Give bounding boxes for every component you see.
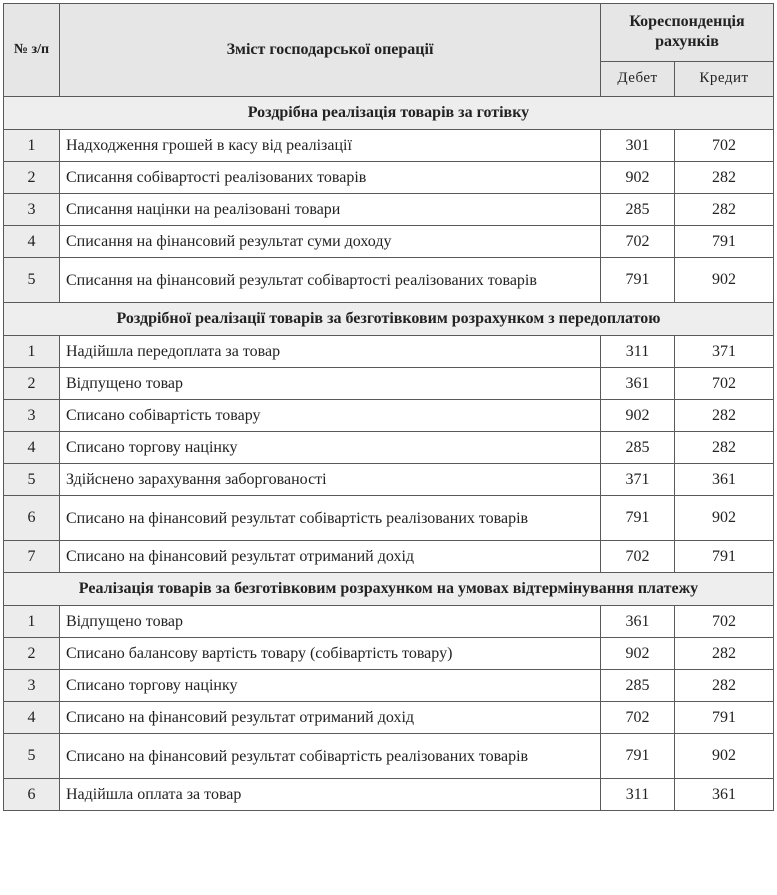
table-body — [4, 97, 774, 811]
section-row — [4, 573, 774, 606]
operation-description: Списано балансову вартість товару (собівартість товару) — [60, 638, 601, 670]
debit-account: 791 — [601, 258, 675, 303]
row-number: 4 — [4, 432, 60, 464]
row-number: 2 — [4, 638, 60, 670]
row-number: 2 — [4, 162, 60, 194]
credit-account: 791 — [675, 541, 774, 573]
row-number: 4 — [4, 702, 60, 734]
table-row — [4, 702, 774, 734]
operation-description: Надходження грошей в касу від реалізації — [60, 130, 601, 162]
credit-account: 282 — [675, 638, 774, 670]
credit-account: 791 — [675, 226, 774, 258]
debit-account: 791 — [601, 496, 675, 541]
debit-account: 285 — [601, 194, 675, 226]
debit-account: 902 — [601, 400, 675, 432]
row-number: 5 — [4, 258, 60, 303]
debit-account: 902 — [601, 638, 675, 670]
debit-account: 702 — [601, 226, 675, 258]
row-number: 6 — [4, 779, 60, 811]
section-title: Реалізація товарів за безготівковим розрахунком на умовах відтермінування платежу — [4, 573, 774, 606]
row-number: 5 — [4, 734, 60, 779]
table-row — [4, 606, 774, 638]
table-row — [4, 368, 774, 400]
credit-account: 902 — [675, 258, 774, 303]
section-row — [4, 97, 774, 130]
credit-column-header: Кредит — [675, 61, 774, 96]
operation-description: Списано на фінансовий результат собівартість реалізованих товарів — [60, 496, 601, 541]
section-title: Роздрібної реалізації товарів за безготівковим розрахунком з передоплатою — [4, 303, 774, 336]
credit-account: 361 — [675, 779, 774, 811]
row-number: 1 — [4, 336, 60, 368]
operation-description: Здійснено зарахування заборгованості — [60, 464, 601, 496]
operation-description: Списано на фінансовий результат отриманий дохід — [60, 702, 601, 734]
credit-account: 282 — [675, 400, 774, 432]
credit-account: 361 — [675, 464, 774, 496]
debit-account: 311 — [601, 336, 675, 368]
debit-account: 361 — [601, 606, 675, 638]
content-column-header: Зміст господарської операції — [60, 4, 601, 97]
operation-description: Відпущено товар — [60, 368, 601, 400]
row-number: 1 — [4, 130, 60, 162]
debit-account: 702 — [601, 541, 675, 573]
row-number: 3 — [4, 400, 60, 432]
row-number: 7 — [4, 541, 60, 573]
operation-description: Списання націнки на реалізовані товари — [60, 194, 601, 226]
credit-account: 902 — [675, 734, 774, 779]
table-row — [4, 162, 774, 194]
operation-description: Надійшла оплата за товар — [60, 779, 601, 811]
table-row — [4, 432, 774, 464]
operation-description: Списано торгову націнку — [60, 670, 601, 702]
debit-account: 902 — [601, 162, 675, 194]
row-number: 2 — [4, 368, 60, 400]
table-row — [4, 194, 774, 226]
credit-account: 282 — [675, 670, 774, 702]
number-column-header: № з/п — [4, 4, 60, 97]
credit-account: 791 — [675, 702, 774, 734]
credit-account: 702 — [675, 130, 774, 162]
credit-account: 282 — [675, 162, 774, 194]
operation-description: Відпущено товар — [60, 606, 601, 638]
table-row — [4, 541, 774, 573]
row-number: 1 — [4, 606, 60, 638]
table-row — [4, 734, 774, 779]
table-row — [4, 226, 774, 258]
table-row — [4, 336, 774, 368]
row-number: 3 — [4, 670, 60, 702]
table-row — [4, 670, 774, 702]
row-number: 5 — [4, 464, 60, 496]
table-row — [4, 464, 774, 496]
credit-account: 371 — [675, 336, 774, 368]
table-row — [4, 638, 774, 670]
operation-description: Списання на фінансовий результат суми доходу — [60, 226, 601, 258]
debit-account: 285 — [601, 432, 675, 464]
credit-account: 282 — [675, 432, 774, 464]
section-row — [4, 303, 774, 336]
row-number: 3 — [4, 194, 60, 226]
correspondence-column-header: Кореспонденція рахунків — [601, 4, 774, 62]
debit-account: 301 — [601, 130, 675, 162]
debit-account: 702 — [601, 702, 675, 734]
debit-account: 361 — [601, 368, 675, 400]
table-row — [4, 779, 774, 811]
operation-description: Списано на фінансовий результат отриманий дохід — [60, 541, 601, 573]
operation-description: Списано на фінансовий результат собівартість реалізованих товарів — [60, 734, 601, 779]
credit-account: 282 — [675, 194, 774, 226]
row-number: 6 — [4, 496, 60, 541]
table-row — [4, 258, 774, 303]
operation-description: Надійшла передоплата за товар — [60, 336, 601, 368]
operation-description: Списано торгову націнку — [60, 432, 601, 464]
debit-account: 311 — [601, 779, 675, 811]
credit-account: 702 — [675, 368, 774, 400]
accounting-entries-table — [3, 3, 774, 811]
operation-description: Списання на фінансовий результат собівартості реалізованих товарів — [60, 258, 601, 303]
debit-column-header: Дебет — [601, 61, 675, 96]
credit-account: 902 — [675, 496, 774, 541]
credit-account: 702 — [675, 606, 774, 638]
section-title: Роздрібна реалізація товарів за готівку — [4, 97, 774, 130]
table-row — [4, 130, 774, 162]
debit-account: 285 — [601, 670, 675, 702]
debit-account: 371 — [601, 464, 675, 496]
table-row — [4, 400, 774, 432]
operation-description: Списано собівартість товару — [60, 400, 601, 432]
operation-description: Списання собівартості реалізованих товарів — [60, 162, 601, 194]
row-number: 4 — [4, 226, 60, 258]
table-row — [4, 496, 774, 541]
debit-account: 791 — [601, 734, 675, 779]
